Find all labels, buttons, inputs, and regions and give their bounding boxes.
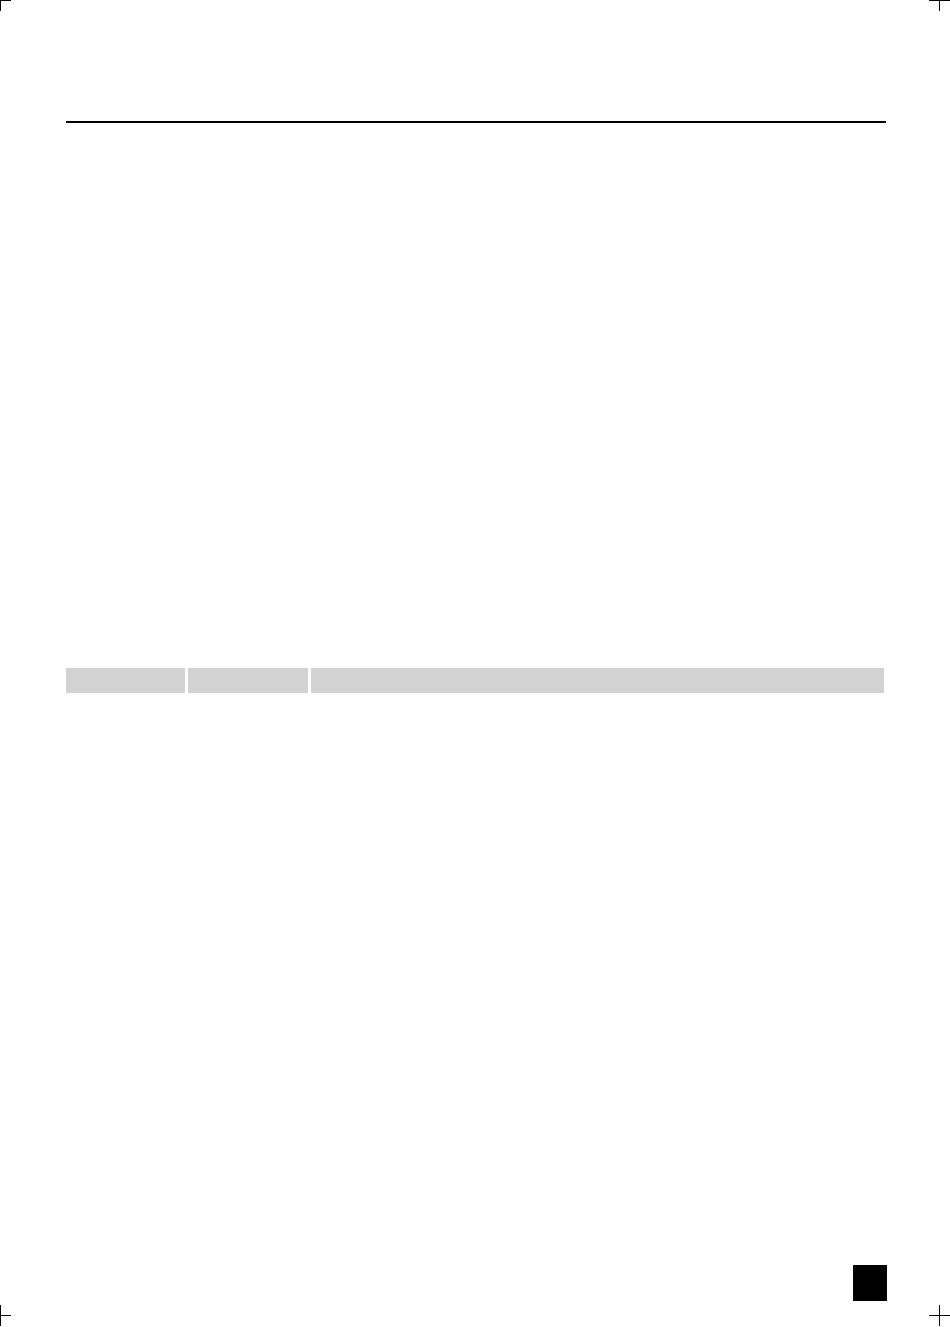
- menu-tree-diagram: [0, 0, 950, 620]
- table-header-cell: [188, 668, 308, 693]
- crop-mark-bottom-right: [929, 1305, 950, 1327]
- table-header-row: [66, 668, 884, 693]
- table-header-cell: [66, 668, 185, 693]
- crop-mark-bottom-left: [0, 1305, 12, 1327]
- page-number-box: [853, 1265, 887, 1301]
- table-header-cell: [311, 668, 884, 693]
